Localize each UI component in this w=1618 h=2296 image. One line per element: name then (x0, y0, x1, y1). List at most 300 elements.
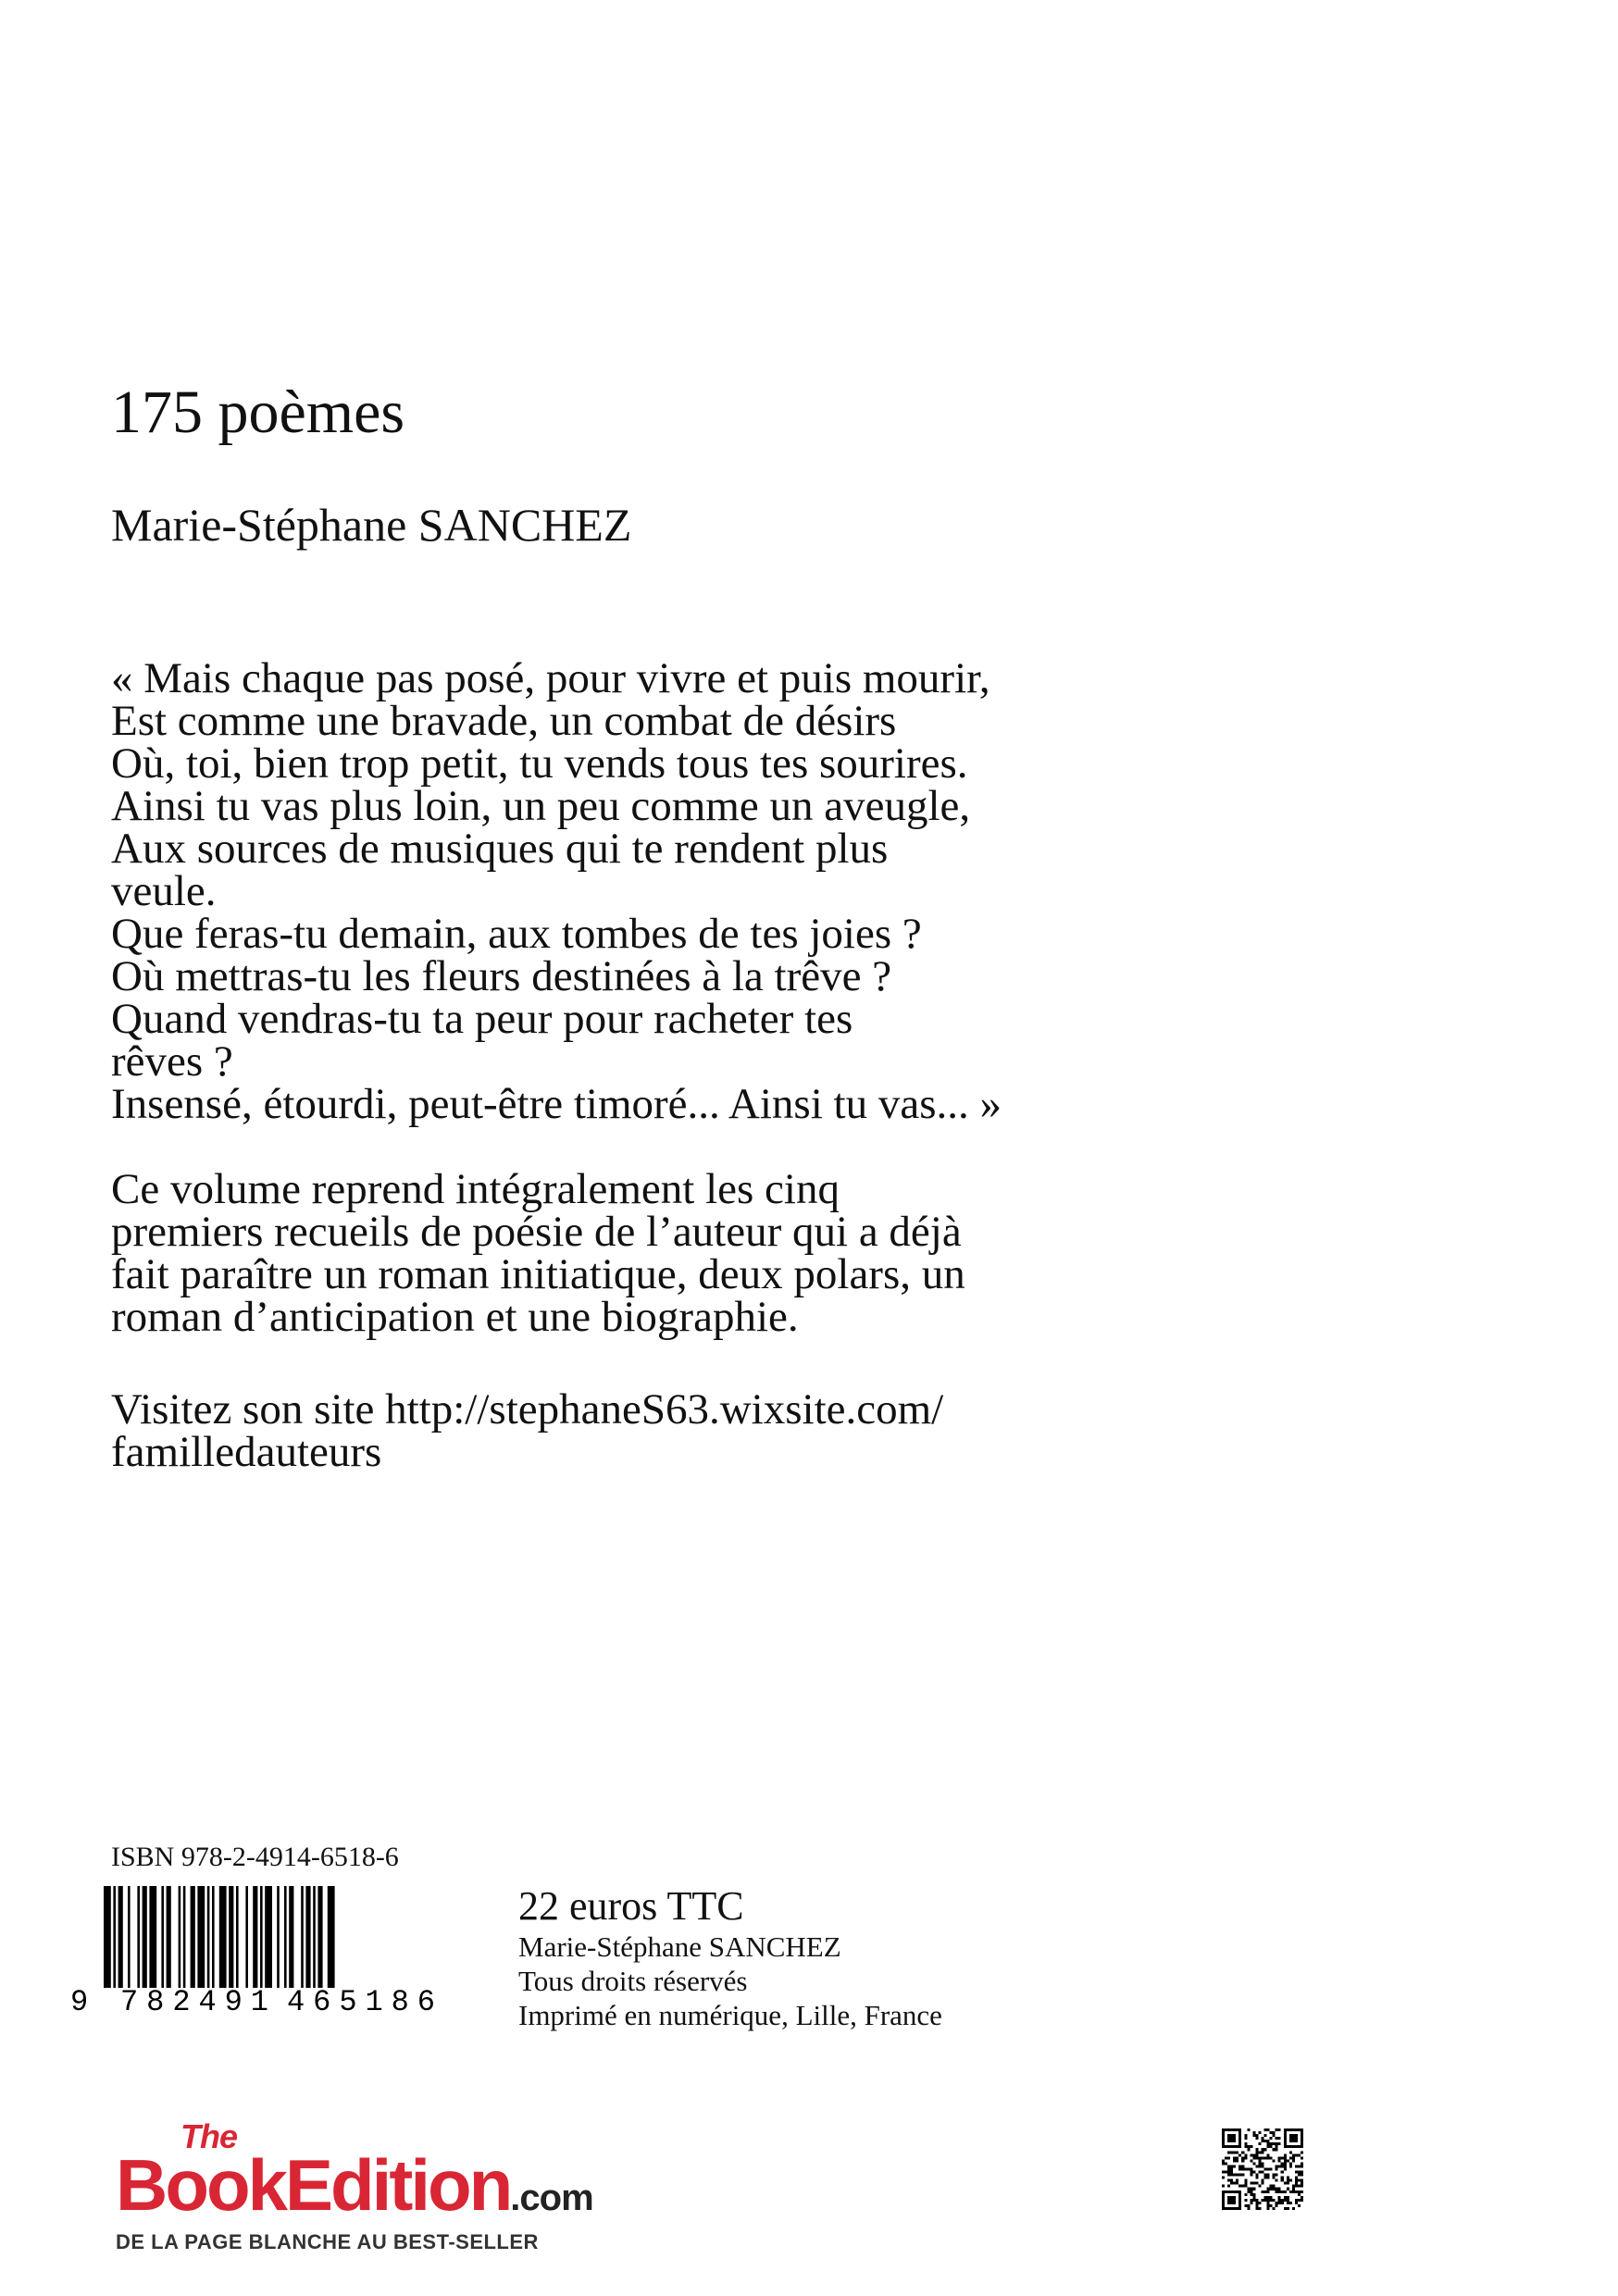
qr-module (1233, 2156, 1236, 2159)
qr-module (1278, 2159, 1281, 2162)
qr-module (1284, 2191, 1287, 2193)
book-description (111, 1165, 1250, 1341)
qr-module (1261, 2171, 1263, 2174)
price-block (518, 1883, 942, 2032)
qr-module (1301, 2199, 1303, 2202)
rights-notice: Tous droits réservés (518, 1965, 748, 1997)
qr-module (1238, 2174, 1241, 2177)
qr-module (1284, 2207, 1287, 2210)
qr-module (1238, 2165, 1241, 2167)
qr-module (1244, 2167, 1247, 2170)
qr-module (1244, 2142, 1247, 2145)
qr-module (1301, 2165, 1303, 2167)
qr-module (1241, 2159, 1244, 2162)
poem-line: Que feras-tu demain, aux tombes de tes joies ? (111, 910, 922, 958)
qr-module (1227, 2167, 1230, 2170)
qr-module (1298, 2171, 1301, 2174)
qr-module (1278, 2188, 1281, 2191)
qr-module (1295, 2191, 1298, 2193)
qr-module (1298, 2199, 1301, 2202)
qr-module (1233, 2174, 1236, 2177)
qr-module (1252, 2196, 1255, 2199)
qr-module (1284, 2153, 1287, 2156)
price: 22 euros TTC (518, 1883, 744, 1929)
qr-module (1261, 2191, 1263, 2193)
qr-module (1287, 2182, 1289, 2185)
qr-module (1276, 2128, 1278, 2131)
logo-the: The (180, 2117, 238, 2155)
qr-module (1261, 2137, 1263, 2140)
qr-module (1261, 2148, 1263, 2151)
qr-module (1227, 2196, 1236, 2204)
qr-module (1222, 2171, 1225, 2174)
qr-module (1241, 2151, 1244, 2153)
qr-module (1301, 2171, 1303, 2174)
barcode-bar (253, 1886, 257, 1988)
barcode-bar (191, 1886, 195, 1988)
qr-module (1255, 2199, 1258, 2202)
qr-module (1225, 2171, 1227, 2174)
poem-line: « Mais chaque pas posé, pour vivre et puis mourir, (111, 654, 990, 702)
poem-line: Insensé, étourdi, peut-être timoré... Ainsi tu vas... » (111, 1080, 1002, 1128)
qr-module (1227, 2171, 1230, 2174)
qr-module (1281, 2171, 1284, 2174)
qr-module (1250, 2182, 1252, 2185)
qr-module (1244, 2182, 1247, 2185)
qr-module (1281, 2199, 1284, 2202)
qr-module (1289, 2202, 1292, 2204)
qr-module (1298, 2204, 1301, 2207)
qr-module (1250, 2188, 1252, 2191)
poem-line: Aux sources de musiques qui te rendent plus (111, 825, 889, 873)
qr-module (1301, 2151, 1303, 2153)
qr-module (1227, 2165, 1230, 2167)
qr-module (1267, 2191, 1270, 2193)
barcode-digits (67, 1980, 455, 2017)
qr-module (1238, 2167, 1241, 2170)
barcode-bar (219, 1886, 227, 1988)
qr-module (1281, 2162, 1284, 2165)
qr-module (1267, 2207, 1270, 2210)
qr-module (1281, 2156, 1284, 2159)
qr-module (1301, 2182, 1303, 2185)
qr-module (1278, 2191, 1281, 2193)
qr-module (1264, 2128, 1267, 2131)
barcode-bar (212, 1886, 215, 1988)
qr-module (1244, 2193, 1247, 2196)
qr-module (1284, 2165, 1287, 2167)
qr-module (1258, 2202, 1261, 2204)
qr-module (1247, 2148, 1250, 2151)
qr-module (1278, 2202, 1281, 2204)
description-line: roman d’anticipation et une biographie. (111, 1293, 799, 1341)
qr-module (1247, 2207, 1250, 2210)
website-line: Visitez son site http://stephaneS63.wixsite.com/ (111, 1385, 944, 1433)
logo-tagline: DE LA PAGE BLANCHE AU BEST-SELLER (116, 2230, 539, 2253)
qr-module (1267, 2174, 1270, 2177)
qr-module (1252, 2162, 1255, 2165)
qr-module (1244, 2145, 1247, 2148)
qr-module (1258, 2162, 1261, 2165)
qr-module (1261, 2140, 1263, 2142)
barcode-digit-group-2: 465186 (287, 1985, 435, 2017)
barcode-bar (284, 1886, 287, 1988)
logo-wordmark (116, 2144, 593, 2226)
qr-module (1267, 2177, 1270, 2179)
logo-name: BookEdition (116, 2144, 511, 2226)
qr-module (1298, 2165, 1301, 2167)
qr-module (1278, 2137, 1281, 2140)
qr-module (1255, 2151, 1258, 2153)
qr-module (1273, 2159, 1276, 2162)
qr-module (1255, 2165, 1258, 2167)
qr-module (1236, 2174, 1238, 2177)
qr-module (1289, 2165, 1292, 2167)
qr-module (1241, 2185, 1244, 2188)
qr-module (1230, 2182, 1233, 2185)
qr-module (1278, 2196, 1281, 2199)
qr-module (1244, 2199, 1247, 2202)
qr-module (1287, 2159, 1289, 2162)
barcode-bar (301, 1886, 304, 1988)
book-author: Marie-Stéphane SANCHEZ (111, 499, 632, 551)
qr-module (1284, 2156, 1287, 2159)
qr-module (1267, 2140, 1270, 2142)
qr-module (1287, 2207, 1289, 2210)
qr-module (1244, 2204, 1247, 2207)
qr-module (1287, 2202, 1289, 2204)
qr-module (1238, 2153, 1241, 2156)
qr-module (1267, 2153, 1270, 2156)
barcode-bar (161, 1886, 164, 1988)
qr-module (1270, 2156, 1273, 2159)
qr-module (1295, 2171, 1298, 2174)
qr-code-icon (1222, 2128, 1303, 2210)
qr-module (1252, 2153, 1255, 2156)
qr-module (1252, 2188, 1255, 2191)
rights-holder: Marie-Stéphane SANCHEZ (518, 1930, 841, 1963)
website-note (111, 1385, 1250, 1476)
qr-module (1230, 2167, 1233, 2170)
qr-module (1258, 2159, 1261, 2162)
qr-module (1289, 2151, 1292, 2153)
qr-module (1264, 2196, 1267, 2199)
qr-module (1236, 2179, 1238, 2182)
qr-module (1244, 2137, 1247, 2140)
qr-module (1233, 2165, 1236, 2167)
qr-module (1255, 2174, 1258, 2177)
qr-module (1230, 2171, 1233, 2174)
qr-module (1273, 2207, 1276, 2210)
barcode-bar (236, 1886, 239, 1988)
description-line: premiers recueils de poésie de l’auteur qui a déjà (111, 1208, 962, 1256)
qr-module (1295, 2202, 1298, 2204)
qr-module (1267, 2199, 1270, 2202)
qr-module (1255, 2137, 1258, 2140)
qr-module (1267, 2204, 1270, 2207)
qr-module (1267, 2128, 1270, 2131)
qr-module (1222, 2162, 1225, 2165)
qr-module (1298, 2185, 1301, 2188)
qr-module (1267, 2156, 1270, 2159)
qr-module (1284, 2159, 1287, 2162)
barcode-bar (149, 1886, 156, 1988)
qr-module (1255, 2156, 1258, 2159)
qr-module (1255, 2207, 1258, 2210)
qr-module (1276, 2148, 1278, 2151)
qr-module (1258, 2171, 1261, 2174)
qr-module (1250, 2193, 1252, 2196)
qr-module (1252, 2156, 1255, 2159)
qr-module (1247, 2167, 1250, 2170)
qr-module (1267, 2202, 1270, 2204)
qr-module (1264, 2148, 1267, 2151)
qr-module (1225, 2156, 1227, 2159)
qr-module (1264, 2156, 1267, 2159)
qr-module (1281, 2179, 1284, 2182)
qr-module (1270, 2167, 1273, 2170)
qr-module (1301, 2162, 1303, 2165)
qr-module (1287, 2196, 1289, 2199)
qr-module (1250, 2145, 1252, 2148)
qr-module (1227, 2179, 1230, 2182)
qr-module (1292, 2153, 1295, 2156)
qr-module (1241, 2167, 1244, 2170)
description-line: fait paraître un roman initiatique, deux polars, un (111, 1250, 965, 1298)
qr-module (1233, 2151, 1236, 2153)
qr-module (1250, 2202, 1252, 2204)
qr-module (1261, 2162, 1263, 2165)
qr-module (1258, 2185, 1261, 2188)
qr-module (1238, 2185, 1241, 2188)
qr-module (1252, 2182, 1255, 2185)
qr-module (1298, 2179, 1301, 2182)
qr-module (1295, 2179, 1298, 2182)
qr-module (1252, 2171, 1255, 2174)
qr-module (1236, 2151, 1238, 2153)
barcode-bar (179, 1886, 181, 1988)
poem-line: Où mettras-tu les fleurs destinées à la trêve ? (111, 952, 892, 1000)
qr-module (1292, 2185, 1295, 2188)
qr-module (1247, 2191, 1250, 2193)
qr-module (1250, 2159, 1252, 2162)
qr-module (1267, 2196, 1270, 2199)
qr-module (1264, 2174, 1267, 2177)
qr-module (1258, 2207, 1261, 2210)
barcode-bar (143, 1886, 147, 1988)
qr-module (1270, 2142, 1273, 2145)
qr-module (1289, 2162, 1292, 2165)
qr-module (1273, 2188, 1276, 2191)
qr-module (1292, 2188, 1295, 2191)
barcode-bar (328, 1886, 335, 1988)
qr-module (1255, 2182, 1258, 2185)
barcode-digit-group-1: 782491 (120, 1985, 268, 2017)
qr-module (1276, 2137, 1278, 2140)
qr-module (1292, 2159, 1295, 2162)
qr-module (1236, 2182, 1238, 2185)
qr-module (1281, 2202, 1284, 2204)
qr-module (1281, 2191, 1284, 2193)
barcode-bar (317, 1886, 322, 1988)
qr-module (1298, 2153, 1301, 2156)
qr-module (1230, 2179, 1233, 2182)
qr-module (1241, 2156, 1244, 2159)
qr-module (1301, 2185, 1303, 2188)
qr-module (1273, 2148, 1276, 2151)
qr-module (1258, 2151, 1261, 2153)
qr-module (1270, 2185, 1273, 2188)
qr-module (1255, 2204, 1258, 2207)
qr-module (1301, 2191, 1303, 2193)
qr-module (1236, 2159, 1238, 2162)
printing-notice: Imprimé en numérique, Lille, France (518, 1999, 942, 2031)
qr-module (1276, 2188, 1278, 2191)
qr-module (1261, 2182, 1263, 2185)
qr-module (1250, 2171, 1252, 2174)
qr-module (1270, 2204, 1273, 2207)
qr-module (1250, 2174, 1252, 2177)
qr-module (1267, 2145, 1270, 2148)
qr-module (1295, 2199, 1298, 2202)
qr-module (1227, 2156, 1230, 2159)
qr-module (1278, 2165, 1281, 2167)
qr-module (1270, 2196, 1273, 2199)
qr-module (1261, 2179, 1263, 2182)
barcode-digit-first: 9 (70, 1985, 89, 2017)
qr-module (1270, 2199, 1273, 2202)
barcode-bar (128, 1886, 131, 1988)
poem-line: veule. (111, 867, 217, 915)
qr-module (1241, 2165, 1244, 2167)
qr-module (1289, 2191, 1292, 2193)
qr-module (1250, 2153, 1252, 2156)
qr-module (1295, 2185, 1298, 2188)
qr-module (1276, 2191, 1278, 2193)
qr-module (1276, 2179, 1278, 2182)
qr-module (1222, 2159, 1225, 2162)
qr-module (1252, 2193, 1255, 2196)
qr-module (1287, 2177, 1289, 2179)
website-line: familledauteurs (111, 1428, 382, 1476)
qr-module (1255, 2202, 1258, 2204)
poem-line: Où, toi, bien trop petit, tu vends tous tes sourires. (111, 739, 968, 788)
qr-module (1255, 2134, 1258, 2137)
barcode-bar (289, 1886, 293, 1988)
qr-module (1227, 2134, 1236, 2142)
qr-module (1252, 2134, 1255, 2137)
qr-module (1244, 2185, 1247, 2188)
qr-module (1278, 2199, 1281, 2202)
qr-module (1261, 2199, 1263, 2202)
barcode-bar (313, 1886, 316, 1988)
qr-module (1227, 2151, 1230, 2153)
barcode-bar (245, 1886, 248, 1988)
qr-module (1230, 2151, 1233, 2153)
barcode-bar (207, 1886, 210, 1988)
qr-module (1289, 2134, 1298, 2142)
qr-module (1247, 2128, 1250, 2131)
qr-module (1227, 2185, 1230, 2188)
qr-module (1244, 2134, 1247, 2137)
qr-module (1281, 2165, 1284, 2167)
qr-module (1295, 2165, 1298, 2167)
book-title: 175 poèmes (111, 379, 405, 446)
qr-module (1230, 2174, 1233, 2177)
qr-module (1247, 2188, 1250, 2191)
qr-module (1276, 2202, 1278, 2204)
isbn-label: ISBN 978-2-4914-6518-6 (111, 1842, 399, 1872)
qr-module (1295, 2182, 1298, 2185)
qr-module (1298, 2193, 1301, 2196)
qr-module (1270, 2188, 1273, 2191)
qr-module (1292, 2207, 1295, 2210)
qr-module (1289, 2179, 1292, 2182)
qr-module (1258, 2156, 1261, 2159)
barcode-bar (104, 1886, 111, 1988)
qr-module (1273, 2185, 1276, 2188)
qr-module (1255, 2177, 1258, 2179)
barcode-bar (167, 1886, 171, 1988)
qr-module (1233, 2182, 1236, 2185)
qr-module (1287, 2188, 1289, 2191)
qr-module (1278, 2156, 1281, 2159)
qr-module (1270, 2137, 1273, 2140)
qr-module (1267, 2188, 1270, 2191)
qr-module (1222, 2185, 1225, 2188)
qr-module (1227, 2174, 1230, 2177)
qr-module (1264, 2199, 1267, 2202)
qr-module (1264, 2191, 1267, 2193)
qr-module (1244, 2156, 1247, 2159)
qr-module (1270, 2145, 1273, 2148)
qr-module (1284, 2196, 1287, 2199)
qr-module (1273, 2134, 1276, 2137)
barcode-bar (113, 1886, 116, 1988)
qr-module (1250, 2167, 1252, 2170)
qr-module (1276, 2165, 1278, 2167)
barcode-bar (197, 1886, 205, 1988)
qr-module (1255, 2148, 1258, 2151)
qr-module (1264, 2134, 1267, 2137)
qr-module (1298, 2191, 1301, 2193)
qr-module (1250, 2191, 1252, 2193)
qr-module (1276, 2142, 1278, 2145)
qr-module (1278, 2142, 1281, 2145)
qr-module (1258, 2131, 1261, 2134)
qr-module (1264, 2167, 1267, 2170)
qr-module (1289, 2156, 1292, 2159)
qr-module (1273, 2131, 1276, 2134)
qr-module (1222, 2177, 1225, 2179)
qr-module (1252, 2131, 1255, 2134)
qr-module (1301, 2196, 1303, 2199)
qr-module (1273, 2177, 1276, 2179)
qr-module (1295, 2153, 1298, 2156)
qr-module (1250, 2199, 1252, 2202)
qr-module (1292, 2191, 1295, 2193)
qr-module (1270, 2131, 1273, 2134)
qr-module (1295, 2177, 1298, 2179)
qr-module (1261, 2151, 1263, 2153)
poem-excerpt (111, 654, 1250, 1128)
qr-module (1244, 2153, 1247, 2156)
qr-module (1258, 2142, 1261, 2145)
qr-module (1267, 2167, 1270, 2170)
qr-module (1261, 2165, 1263, 2167)
qr-module (1284, 2167, 1287, 2170)
qr-module (1287, 2199, 1289, 2202)
